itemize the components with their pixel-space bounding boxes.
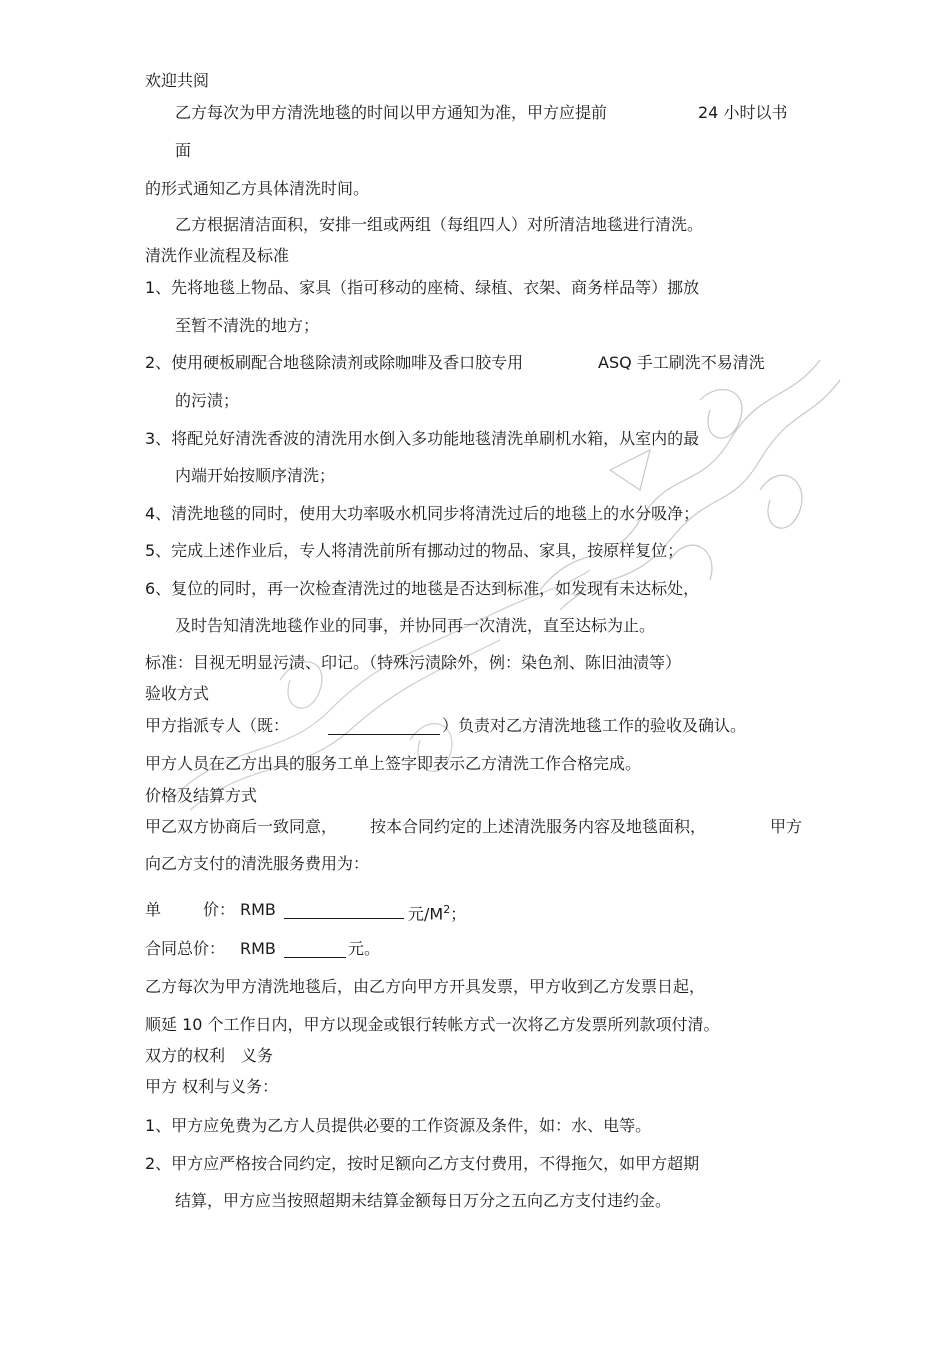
- price-line1c: 甲方: [770, 817, 803, 836]
- accept-line1b: ）负责对乙方清洗地毯工作的验收及确认。: [442, 716, 747, 735]
- price-line5: 乙方每次为甲方清洗地毯后，由乙方向甲方开具发票，甲方收到乙方发票日起，: [145, 977, 706, 996]
- unit-price-rmb: RMB: [240, 900, 276, 919]
- section-rights-title: 双方的权利 义务: [145, 1046, 274, 1065]
- section-price-title: 价格及结算方式: [145, 786, 258, 805]
- step-2-line1a: 2、使用硬板刷配合地毯除渍剂或除咖啡及香口胶专用: [145, 353, 524, 372]
- total-price-blank: [284, 941, 346, 958]
- price-line1b: 按本合同约定的上述清洗服务内容及地毯面积，: [370, 817, 707, 836]
- party-a-right-2-line1: 2、甲方应严格按合同约定，按时足额向乙方支付费用，不得拖欠，如甲方超期: [145, 1154, 700, 1173]
- step-2-line1b: ASQ 手工刷洗不易清洗: [598, 353, 765, 372]
- header-welcome: 欢迎共阅: [145, 71, 210, 90]
- party-a-right-1: 1、甲方应免费为乙方人员提供必要的工作资源及条件，如：水、电等。: [145, 1116, 652, 1135]
- standard-text: 标准：目视无明显污渍、印记。（特殊污渍除外，例：染色剂、陈旧油渍等）: [145, 653, 682, 672]
- total-price-rmb: RMB: [240, 939, 276, 958]
- price-line1a: 甲乙双方协商后一致同意，: [145, 817, 338, 836]
- section-accept-title: 验收方式: [145, 684, 210, 703]
- total-price-label: 合同总价：: [145, 939, 226, 958]
- unit-price-end: ；: [450, 904, 467, 924]
- step-6-line1: 6、复位的同时，再一次检查清洗过的地毯是否达到标准，如发现有未达标处，: [145, 579, 700, 598]
- unit-price-label: 单: [145, 900, 162, 919]
- accept-line2: 甲方人员在乙方出具的服务工单上签字即表示乙方清洗工作合格完成。: [145, 754, 642, 773]
- unit-price-suffix: [408, 899, 466, 925]
- accept-line1a: 甲方指派专人（既：: [145, 716, 290, 735]
- p2-text: 乙方根据清洁面积，安排一组或两组（每组四人）对所清洁地毯进行清洗。: [175, 215, 704, 234]
- total-price-suffix: 元。: [348, 939, 381, 958]
- party-a-right-2-line2: 结算，甲方应当按照超期未结算金额每日万分之五向乙方支付违约金。: [175, 1191, 672, 1210]
- section-process-title: 清洗作业流程及标准: [145, 246, 290, 265]
- step-5: 5、完成上述作业后，专人将清洗前所有挪动过的物品、家具，按原样复位；: [145, 541, 684, 560]
- p1-line2: 面: [175, 141, 192, 160]
- p1-line1b: 24 小时以书: [698, 103, 788, 122]
- step-2-line2: 的污渍；: [175, 391, 240, 410]
- unit-price-label2: 价：: [203, 900, 236, 919]
- step-1-line2: 至暂不清洗的地方；: [175, 316, 320, 335]
- step-1-line1: 1、先将地毯上物品、家具（指可移动的座椅、绿植、衣架、商务样品等）挪放: [145, 278, 700, 297]
- unit-price-blank: [284, 902, 404, 919]
- price-line2: 向乙方支付的清洗服务费用为：: [145, 854, 370, 873]
- unit-price-sup: 2: [443, 903, 451, 916]
- step-4: 4、清洗地毯的同时，使用大功率吸水机同步将清洗过后的地毯上的水分吸净；: [145, 504, 700, 523]
- step-6-line2: 及时告知清洗地毯作业的同事，并协同再一次清洗，直至达标为止。: [175, 616, 656, 635]
- step-3-line2: 内端开始按顺序清洗；: [175, 466, 336, 485]
- step-3-line1: 3、将配兑好清洗香波的清洗用水倒入多功能地毯清洗单刷机水箱，从室内的最: [145, 429, 700, 448]
- p1-line3: 的形式通知乙方具体清洗时间。: [145, 179, 370, 198]
- unit-price-unit: 元/M: [408, 904, 444, 924]
- p1-line1a: 乙方每次为甲方清洗地毯的时间以甲方通知为准，甲方应提前: [175, 103, 608, 122]
- price-line6: 顺延 10 个工作日内，甲方以现金或银行转帐方式一次将乙方发票所列款项付清。: [145, 1015, 720, 1034]
- accept-person-blank: [328, 718, 440, 735]
- party-a-title: 甲方 权利与义务：: [145, 1077, 279, 1096]
